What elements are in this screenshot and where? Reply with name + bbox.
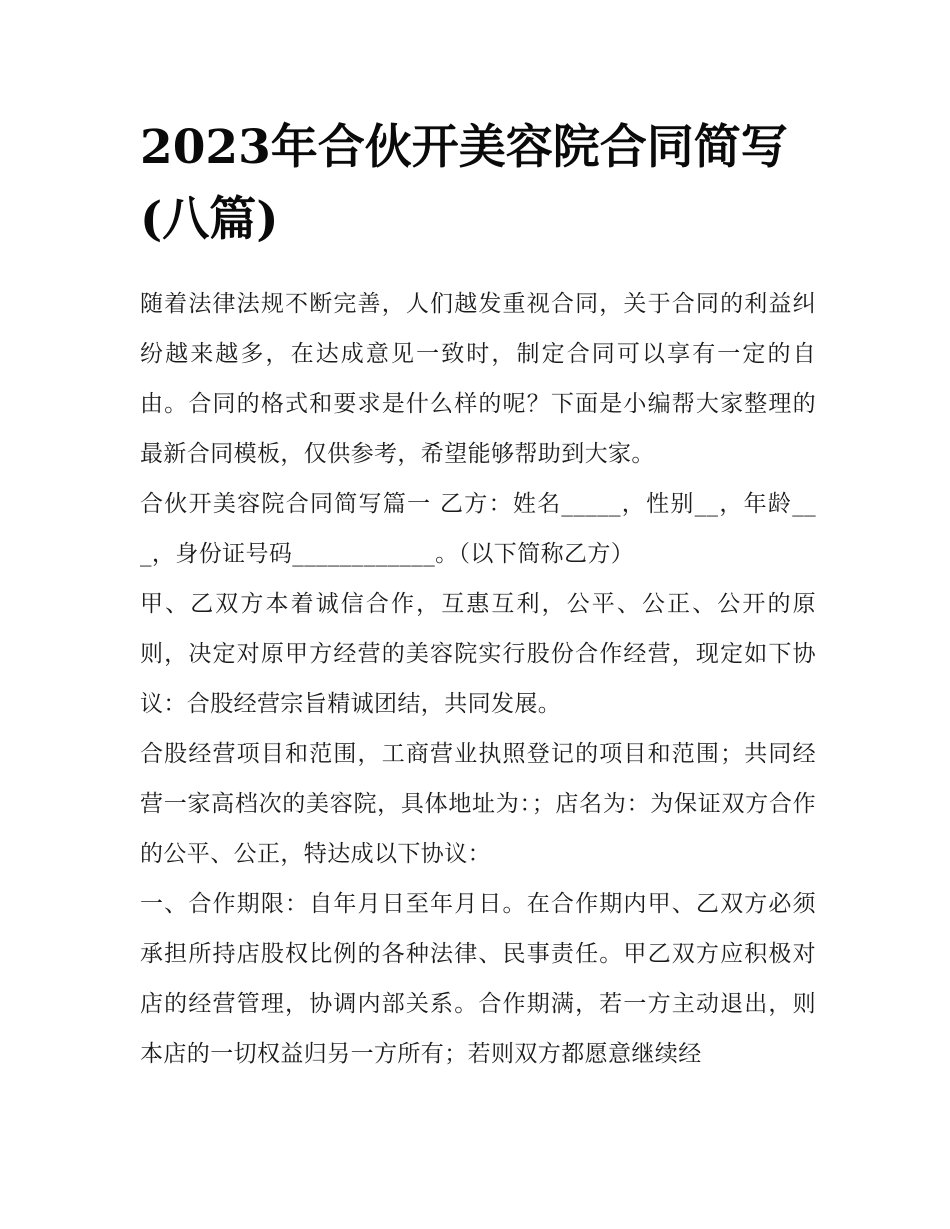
paragraph-principles: 甲、乙双方本着诚信合作，互惠互利，公平、公正、公开的原则，决定对原甲方经营的美容院实行股份合作经营，现定如下协议：合股经营宗旨精诚团结，共同发展。 — [140, 591, 816, 717]
paragraph-term: 一、合作期限：自年月日至年月日。在合作期内甲、乙双方必须承担所持店股权比例的各种法律、民事责任。甲乙双方应积极对店的经营管理，协调内部关系。合作期满，若一方主动退出，则本店的一切权益归另一方所有；若则双方都愿意继续经 — [140, 891, 816, 1067]
paragraph-intro: 随着法律法规不断完善，人们越发重视合同，关于合同的利益纠纷越来越多，在达成意见一致时，制定合同可以享有一定的自由。合同的格式和要求是什么样的呢？下面是小编帮大家整理的最新合同模板，仅供参考，希望能够帮助到大家。 — [140, 291, 816, 467]
document-title: 2023年合伙开美容院合同简写(八篇) — [140, 120, 788, 247]
document-body — [140, 279, 816, 1079]
paragraph-scope: 合股经营项目和范围，工商营业执照登记的项目和范围；共同经营一家高档次的美容院，具体地址为：；店名为：为保证双方合作的公平、公正，特达成以下协议： — [140, 741, 816, 867]
paragraph-party-b: 合伙开美容院合同简写篇一 乙方：姓名_____，性别__，年龄___，身份证号码____________。（以下简称乙方） — [140, 491, 816, 567]
